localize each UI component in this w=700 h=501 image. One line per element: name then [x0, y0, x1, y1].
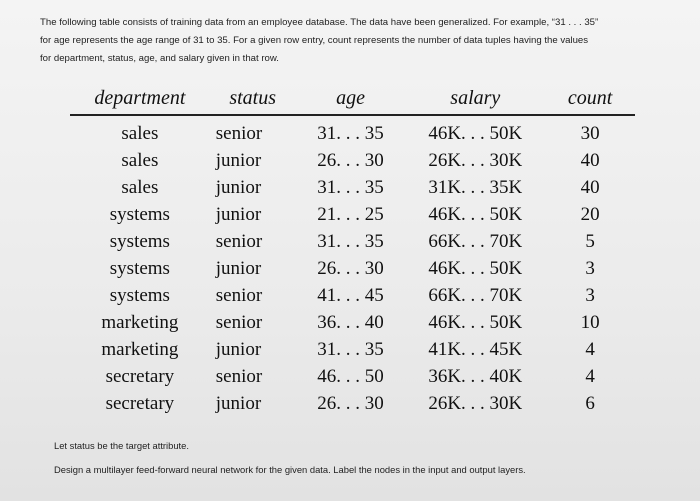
- cell-age: 31. . . 35: [317, 122, 384, 144]
- cell-department: systems: [109, 203, 170, 225]
- cell-department: secretary: [105, 392, 175, 414]
- header-row: [70, 82, 635, 115]
- cell-department: systems: [109, 230, 170, 252]
- header-age: age: [296, 82, 406, 115]
- cell-status: junior: [215, 338, 262, 360]
- header-status: status: [210, 82, 296, 115]
- question-text: [54, 434, 654, 482]
- cell-salary: 26K. . . 30K: [428, 392, 523, 414]
- cell-salary: 41K. . . 45K: [428, 338, 523, 360]
- table-row: [70, 115, 635, 147]
- cell-department: sales: [121, 122, 159, 144]
- table-row: [70, 363, 635, 390]
- cell-age: 26. . . 30: [317, 392, 384, 414]
- cell-age: 26. . . 30: [317, 149, 384, 171]
- cell-count: 3: [585, 257, 595, 279]
- cell-status: senior: [215, 122, 263, 144]
- table-row: [70, 147, 635, 174]
- cell-count: 3: [585, 284, 595, 306]
- table-row: [70, 201, 635, 228]
- cell-count: 4: [585, 338, 595, 360]
- cell-department: secretary: [105, 365, 175, 387]
- cell-status: junior: [215, 257, 262, 279]
- cell-status: senior: [215, 365, 263, 387]
- table-body: [70, 115, 635, 417]
- cell-salary: 26K. . . 30K: [428, 149, 523, 171]
- cell-count: 6: [585, 392, 595, 414]
- cell-count: 30: [580, 122, 600, 144]
- table-row: [70, 336, 635, 363]
- cell-status: senior: [215, 311, 263, 333]
- cell-status: junior: [215, 392, 262, 414]
- cell-status: senior: [215, 284, 263, 306]
- header-count: count: [545, 82, 635, 115]
- table-row: [70, 282, 635, 309]
- table-row: [70, 309, 635, 336]
- table-row: [70, 174, 635, 201]
- cell-count: 5: [585, 230, 595, 252]
- training-data-table-container: [70, 82, 635, 417]
- table-row: [70, 228, 635, 255]
- cell-salary: 36K. . . 40K: [428, 365, 523, 387]
- intro-line-2: for age represents the age range of 31 to 35. For a given row entry, count represents the number of data tuples having the values: [40, 35, 589, 46]
- cell-age: 46. . . 50: [317, 365, 384, 387]
- cell-age: 26. . . 30: [317, 257, 384, 279]
- cell-age: 31. . . 35: [317, 338, 384, 360]
- intro-line-3: for department, status, age, and salary given in that row.: [40, 53, 279, 64]
- intro-paragraph: [40, 14, 670, 68]
- cell-department: marketing: [101, 338, 179, 360]
- cell-salary: 66K. . . 70K: [428, 284, 523, 306]
- training-data-table: [70, 82, 635, 417]
- table-row: [70, 390, 635, 417]
- cell-age: 41. . . 45: [317, 284, 384, 306]
- cell-status: junior: [215, 176, 262, 198]
- cell-salary: 46K. . . 50K: [428, 122, 523, 144]
- cell-salary: 31K. . . 35K: [428, 176, 523, 198]
- cell-age: 31. . . 35: [317, 176, 384, 198]
- cell-salary: 46K. . . 50K: [428, 257, 523, 279]
- cell-department: sales: [121, 149, 159, 171]
- cell-status: junior: [215, 149, 262, 171]
- intro-line-1: The following table consists of training data from an employee database. The data have been generalized. For example, “31 . . . 35”: [40, 17, 599, 28]
- cell-count: 10: [580, 311, 600, 333]
- cell-salary: 46K. . . 50K: [428, 311, 523, 333]
- cell-department: systems: [109, 284, 170, 306]
- cell-department: marketing: [101, 311, 179, 333]
- header-department: department: [70, 82, 210, 115]
- cell-age: 31. . . 35: [317, 230, 384, 252]
- table-row: [70, 255, 635, 282]
- cell-age: 36. . . 40: [317, 311, 384, 333]
- cell-salary: 46K. . . 50K: [428, 203, 523, 225]
- header-salary: salary: [405, 82, 545, 115]
- cell-count: 4: [585, 365, 595, 387]
- cell-salary: 66K. . . 70K: [428, 230, 523, 252]
- cell-age: 21. . . 25: [317, 203, 384, 225]
- cell-count: 40: [580, 149, 600, 171]
- cell-department: systems: [109, 257, 170, 279]
- cell-status: junior: [215, 203, 262, 225]
- cell-count: 20: [580, 203, 600, 225]
- cell-status: senior: [215, 230, 263, 252]
- cell-count: 40: [580, 176, 600, 198]
- cell-department: sales: [121, 176, 159, 198]
- footer-line-2: Design a multilayer feed-forward neural network for the given data. Label the nodes in the input and output layers.: [54, 464, 526, 475]
- footer-line-1: Let status be the target attribute.: [54, 440, 189, 451]
- table-header: [70, 82, 635, 115]
